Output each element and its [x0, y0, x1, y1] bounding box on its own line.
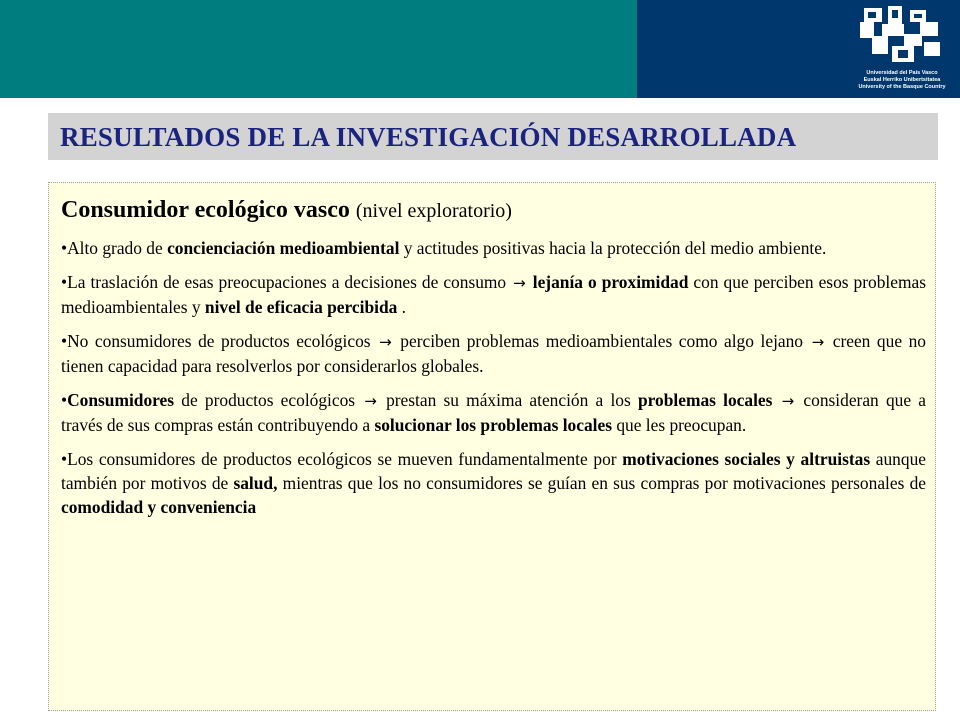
bullet-text: •No consumidores de productos ecológicos	[61, 331, 378, 351]
arrow-icon: →	[364, 392, 377, 410]
slide-title: RESULTADOS DE LA INVESTIGACIÓN DESARROLLADA	[60, 122, 797, 152]
content-box	[48, 182, 936, 711]
bullet-text: •	[61, 390, 68, 410]
logo-text-line-1: Universidad del País Vasco	[866, 70, 938, 76]
bullet-text: Consumidores	[67, 390, 175, 410]
content-heading	[61, 195, 926, 226]
bullet-text: •Los consumidores de productos ecológicos se mueven fundamentalmente por	[61, 449, 623, 469]
bullet-text: •La traslación de esas preocupaciones a decisiones de consumo	[61, 272, 512, 292]
bullet-item	[61, 236, 926, 260]
bullet-text: consideran que a través de sus compras están contribuyendo a	[61, 390, 926, 435]
bullet-text: mientras que los no consumidores se guían en sus compras por motivaciones personales de	[277, 473, 926, 493]
bullet-text	[772, 390, 779, 410]
bullet-text: aunque también por motivos de	[61, 449, 926, 493]
arrow-icon: →	[811, 333, 825, 351]
header-band-teal	[0, 0, 637, 98]
heading-note: (nivel exploratorio)	[355, 200, 512, 222]
bullet-text: prestan su máxima atención a los	[378, 390, 638, 410]
bullet-list	[61, 236, 926, 519]
arrow-icon: →	[513, 274, 526, 292]
bullet-item	[61, 270, 926, 319]
bullet-text: creen que no tienen capacidad para resolverlos por considerarlos globales.	[61, 331, 926, 376]
bullet-text: que les preocupan.	[611, 415, 747, 435]
university-emblem-icon	[858, 4, 946, 68]
bullet-text: salud,	[233, 473, 278, 493]
bullet-text: de productos ecológicos	[174, 390, 363, 410]
bullet-item	[61, 447, 926, 519]
logo-text-line-2: Euskal Herriko Unibertsitatea	[863, 77, 941, 83]
bullet-text: perciben problemas medioambientales como algo lejano	[393, 331, 810, 351]
bullet-text: con que perciben esos problemas medioambientales y	[61, 272, 926, 317]
bullet-text: y actitudes positivas hacia la protección del medio ambiente.	[399, 238, 827, 258]
bullet-text: .	[397, 297, 407, 317]
arrow-icon: →	[781, 392, 795, 410]
bullet-text: solucionar los problemas locales	[374, 415, 612, 435]
bullet-item	[61, 388, 926, 437]
bullet-text: nivel de eficacia percibida	[204, 297, 398, 317]
bullet-text: motivaciones sociales y altruistas	[622, 449, 871, 469]
bullet-text: problemas locales	[637, 390, 773, 410]
bullet-text: comodidad y conveniencia	[61, 497, 257, 517]
university-logo	[852, 4, 952, 96]
bullet-text: concienciación medioambiental	[167, 238, 400, 258]
bullet-text: •Alto grado de	[61, 238, 168, 258]
heading-main: Consumidor ecológico vasco	[61, 197, 350, 223]
title-bar	[48, 113, 938, 160]
bullet-text: lejanía o proximidad	[527, 272, 689, 292]
logo-text-line-3: University of the Basque Country	[858, 84, 946, 90]
arrow-icon: →	[379, 333, 392, 351]
bullet-item	[61, 329, 926, 378]
